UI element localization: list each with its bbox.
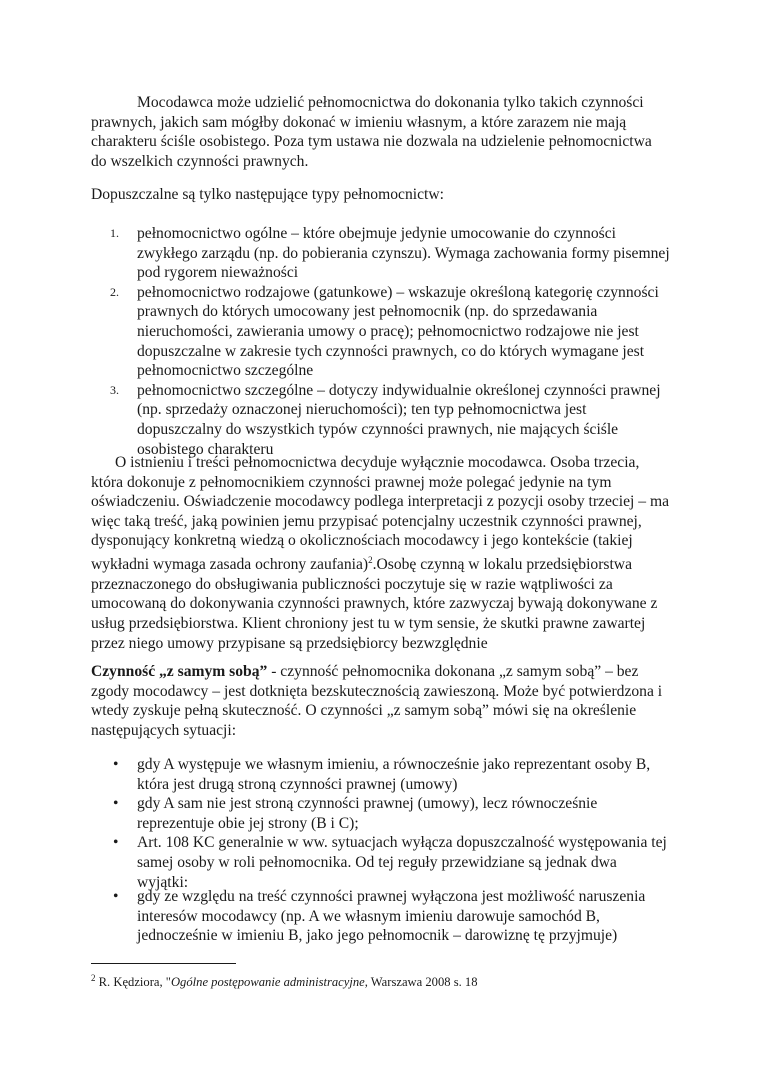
- list-number: 3.: [110, 382, 119, 397]
- bullet-icon: •: [113, 756, 119, 773]
- list-item-text: pełnomocnictwo rodzajowe (gatunkowe) – wskazuje określoną kategorię czynności prawnych do których umocowany jest pełnomocnik (np. do sprzedawania nieruchomości, zawierania umowy o pracę); pełnomocnictwo rodzajowe nie jest dopuszczalne w zakresie tych czynności prawnych, co do których wymagane jest pełnomocnictwo szczególne: [137, 283, 659, 380]
- footnote-author: R. Kędziora, ": [98, 975, 171, 990]
- list-item: [91, 794, 671, 833]
- list-item: [91, 381, 671, 459]
- situations-list: [91, 755, 671, 892]
- self-dealing-paragraph: [91, 662, 671, 740]
- bullet-icon: •: [113, 834, 119, 852]
- bullet-icon: •: [113, 795, 119, 813]
- list-item-text: gdy A występuje we własnym imieniu, a równocześnie jako reprezentant osoby B, która jest drugą stroną czynności prawnej (umowy): [137, 756, 651, 793]
- existence-text: O istnieniu i treści pełnomocnictwa decyduje wyłącznie mocodawca. Osoba trzecia, która dokonuje z pełnomocnikiem czynności prawnej może polegać jedynie na tym oświadczeniu. Oświadczenie mocodawcy podlega interpretacji z pozycji osoby trzeciej – ma więc taką treść, jaką powinien jemu przypisać potencjalny uczestnik czynności prawnej, dysponujący konkretną wiedzą o okolicznościach mocodawcy i jego kontekście (takiej wykładni wymaga zasada ochrony zaufania): [91, 454, 670, 574]
- list-number: 1.: [110, 226, 119, 240]
- footnote-marker: 2: [91, 973, 96, 983]
- footnote-separator: [91, 963, 236, 964]
- list-item-text: gdy ze względu na treść czynności prawnej wyłączona jest możliwość naruszenia interesów mocodawcy (np. A we własnym imieniu darowuje samochód B, jednocześnie w imieniu B, jako jego pełnomocnik – darowiznę tę przyjmuje): [137, 888, 646, 945]
- list-item: [91, 833, 671, 892]
- list-item-text: Art. 108 KC generalnie w ww. sytuacjach wyłącza dopuszczalność występowania tej samej osoby w roli pełnomocnika. Od tej reguły przewidziane są jednak dwa wyjątki:: [137, 834, 667, 891]
- list-item-text: pełnomocnictwo szczególne – dotyczy indywidualnie określonej czynności prawnej (np. sprzedaży oznaczonej nieruchomości); ten typ pełnomocnictwa jest dopuszczalny do wszystkich typów czynności prawnych, nie mających ściśle osobistego charakteru: [137, 381, 661, 458]
- footnote-rest: , Warszawa 2008 s. 18: [364, 975, 478, 990]
- bullet-icon: •: [113, 888, 119, 905]
- list-item-text: pełnomocnictwo ogólne – które obejmuje jedynie umocowanie do czynności zwykłego zarządu (np. do pobierania czynszu). Wymaga zachowania formy pisemnej pod rygorem nieważności: [137, 225, 670, 282]
- existence-paragraph: [91, 453, 671, 653]
- existence-text-continued: .Osobę czynną w lokalu przedsiębiorstwa przeznaczonego do obsługiwania publiczności poczytuje się w razie wątpliwości za umocowaną do dokonywania czynności prawnych, które zazwyczaj bywają dokonywane z usług przedsiębiorstwa. Klient chroniony jest tu w tym sensie, że skutki prawne zawartej przez niego umowy przypisane są przedsiębiorcy bezwzględnie: [91, 556, 658, 652]
- list-item: [91, 887, 671, 946]
- list-item: [91, 755, 671, 794]
- footnote-title: Ogólne postępowanie administracyjne: [170, 975, 365, 990]
- intro-paragraph: Mocodawca może udzielić pełnomocnictwa do dokonania tylko takich czynności prawnych, jakich sam mógłby dokonać w imieniu własnym, a które zarazem nie mają charakteru ściśle osobistego. Poza tym ustawa nie dozwala na udzielenie pełnomocnictwa do wszelkich czynności prawnych.: [91, 94, 652, 170]
- exceptions-list: [91, 887, 671, 946]
- list-item: [91, 224, 671, 283]
- self-dealing-text: - czynność pełnomocnika dokonana „z samym sobą” – bez zgody mocodawcy – jest dotknięta bezskutecznością zawieszoną. Może być potwierdzona i wtedy zyskuje pełną skuteczność. O czynności „z samym sobą” mówi się na określenie następujących sytuacji:: [91, 663, 663, 739]
- list-item: [91, 283, 671, 381]
- self-dealing-term: Czynność „z samym sobą”: [91, 663, 268, 680]
- list-number: 2.: [110, 284, 119, 299]
- types-list: [91, 224, 671, 459]
- list-item-text: gdy A sam nie jest stroną czynności prawnej (umowy), lecz równocześnie reprezentuje obie jej strony (B i C);: [137, 795, 598, 832]
- types-heading: Dopuszczalne są tylko następujące typy pełnomocnictw:: [91, 186, 444, 203]
- footnote-ref[interactable]: 2: [368, 554, 373, 565]
- footnote: [91, 970, 671, 990]
